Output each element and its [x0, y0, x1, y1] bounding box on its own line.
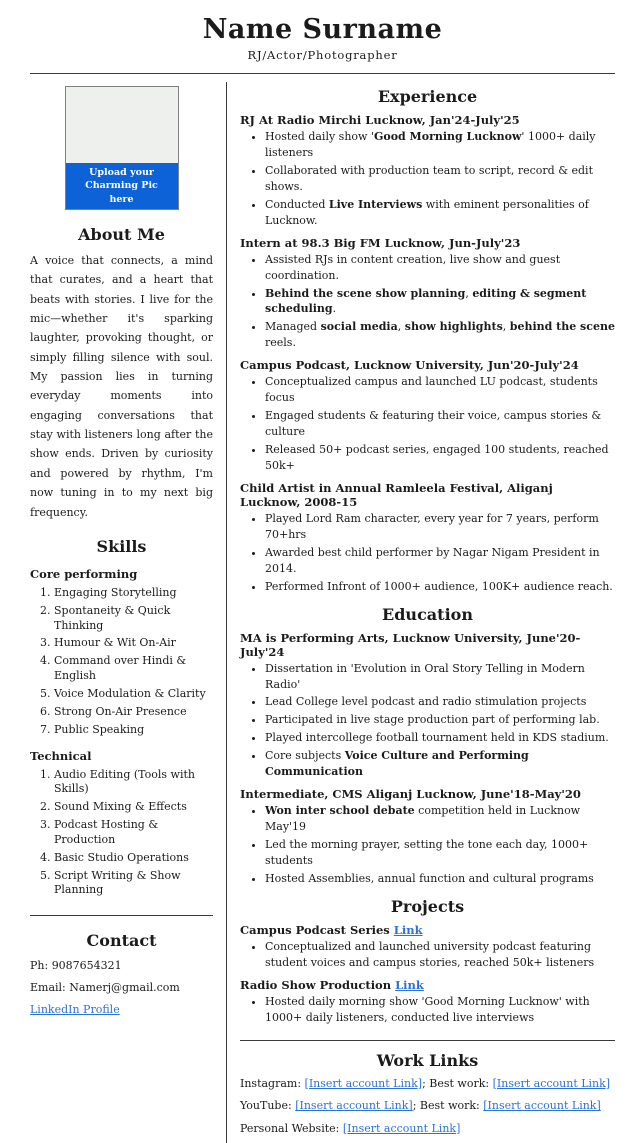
- entry-bullets: [240, 939, 615, 971]
- entry: [240, 978, 615, 1026]
- bullet-item: [265, 286, 615, 318]
- entry-heading: [240, 358, 615, 372]
- bullet-item: [265, 319, 615, 351]
- text: ; Best work:: [422, 1076, 493, 1090]
- inline-link[interactable]: [Insert account Link]: [304, 1076, 423, 1090]
- text: Core subjects: [265, 749, 345, 763]
- skills-heading: Skills: [96, 536, 147, 556]
- bullet-item: [265, 994, 615, 1026]
- text: Played Lord Ram character, every year for 7 years, perform 70+hrs: [265, 511, 599, 541]
- text: Dissertation in 'Evolution in Oral Story Telling in Modern Radio': [265, 661, 585, 691]
- text: Hosted daily morning show 'Good Morning Lucknow' with 1000+ daily listeners, conducted live interviews: [265, 994, 590, 1024]
- bullet-item: [265, 871, 615, 887]
- entry-bullets: [240, 374, 615, 474]
- text: Assisted RJs in content creation, live show and guest coordination.: [265, 252, 561, 282]
- text: Lead College level podcast and radio stimulation projects: [265, 695, 587, 709]
- skill-item: 4. Basic Studio Operations: [54, 851, 213, 866]
- bullet-item: [265, 374, 615, 406]
- bullet-item: [265, 129, 615, 161]
- text: ,: [502, 320, 510, 334]
- text: Personal Website:: [240, 1121, 343, 1135]
- bullet-item: [265, 163, 615, 195]
- skill-item: 3. Podcast Hosting & Production: [54, 818, 213, 848]
- role-subtitle: RJ/Actor/Photographer: [247, 48, 398, 62]
- bold-text: behind the scene: [509, 320, 615, 334]
- inline-link[interactable]: [Insert account Link]: [295, 1099, 413, 1113]
- skill-item: 5. Script Writing & Show Planning: [54, 869, 213, 899]
- bullet-item: [265, 197, 615, 229]
- content-columns: [30, 82, 615, 1143]
- bullet-item: [265, 545, 615, 577]
- work-link-line: [240, 1076, 615, 1093]
- entry-bullets: [240, 994, 615, 1026]
- skill-item: 5. Voice Modulation & Clarity: [54, 687, 213, 702]
- skill-item: 3. Humour & Wit On-Air: [54, 636, 213, 651]
- section-experience: [240, 87, 615, 595]
- entry-heading: [240, 481, 615, 509]
- entry-bullets: [240, 252, 615, 352]
- about-me-heading: About Me: [78, 224, 165, 244]
- inline-link[interactable]: Link: [395, 977, 424, 992]
- entry: [240, 631, 615, 781]
- text: ,: [397, 320, 405, 334]
- about-me-text: A voice that connects, a mind that curates, and a heart that beats with stories. I live for the mic—whether it's sparking laughter, provoking thought, or simply filling silence with soul. My passion lies in turning everyday moments into engaging conversations that stay with listeners long after the show ends. Driven by curiosity and powered by rhythm, I'm now tuning in to my next big frequency.: [30, 253, 213, 519]
- linkedin-profile-link[interactable]: LinkedIn Profile: [30, 1003, 120, 1017]
- contact-divider: [30, 915, 213, 916]
- entry-heading: [240, 978, 615, 992]
- skill-group-name: Core performing: [30, 566, 138, 581]
- bullet-item: [265, 939, 615, 971]
- section-title: Projects: [390, 896, 465, 916]
- skills-groups: [30, 567, 213, 898]
- main-content: [227, 82, 615, 1143]
- contact-email: Email: Namerj@gmail.com: [30, 981, 180, 995]
- text: Led the morning prayer, setting the tone each day, 1000+ students: [265, 838, 589, 867]
- text: ; Best work:: [412, 1099, 484, 1113]
- section-title: Education: [382, 604, 473, 624]
- text: Managed: [265, 320, 321, 334]
- bullet-item: [265, 661, 615, 693]
- entry-heading: [240, 236, 615, 250]
- bullet-item: [265, 837, 615, 869]
- entry: [240, 481, 615, 595]
- entry-bullets: [240, 803, 615, 887]
- entry-bullets: [240, 511, 615, 595]
- bold-text: Live Interviews: [328, 197, 423, 211]
- section-divider: [240, 1040, 615, 1041]
- skill-item: 7. Public Speaking: [54, 723, 213, 738]
- entry: [240, 236, 615, 352]
- inline-link[interactable]: [Insert account Link]: [342, 1121, 461, 1135]
- text: Hosted Assemblies, annual function and cultural programs: [265, 871, 594, 885]
- skill-group-name: Technical: [30, 748, 92, 763]
- entry: [240, 787, 615, 887]
- bullet-item: [265, 803, 615, 835]
- inline-link[interactable]: [Insert account Link]: [492, 1076, 611, 1090]
- text: Hosted daily show ': [265, 130, 374, 143]
- text: YouTube:: [240, 1099, 296, 1113]
- entry-heading: [240, 787, 615, 801]
- entry: [240, 923, 615, 971]
- bold-text: Voice Culture and Performing Communication: [265, 749, 529, 779]
- contact-phone: Ph: 9087654321: [30, 959, 122, 973]
- skill-item: 2. Sound Mixing & Effects: [54, 800, 213, 815]
- skill-item: 6. Strong On-Air Presence: [54, 705, 213, 720]
- text: .: [332, 302, 337, 316]
- text: MA is Performing Arts, Lucknow University, June'20-July'24: [240, 630, 581, 659]
- page-title: Name Surname: [202, 14, 443, 45]
- bullet-item: [265, 408, 615, 440]
- text: Campus Podcast Series: [240, 922, 394, 937]
- bullet-item: [265, 712, 615, 728]
- text: Conducted: [265, 197, 329, 211]
- header: [30, 14, 615, 62]
- section-title: Experience: [377, 87, 478, 106]
- section-work-links: [240, 1040, 615, 1138]
- text: Conceptualized campus and launched LU podcast, students focus: [265, 375, 598, 405]
- text: Intermediate, CMS Aliganj Lucknow, June'18-May'20: [240, 787, 581, 802]
- photo-upload-label[interactable]: Upload your Charming Pic here: [66, 163, 178, 209]
- skill-item: 4. Command over Hindi & English: [54, 654, 213, 684]
- resume-page: [0, 14, 641, 1135]
- bullet-item: [265, 442, 615, 474]
- skill-item: 1. Engaging Storytelling: [54, 586, 213, 601]
- contact-heading: Contact: [86, 931, 157, 951]
- photo-placeholder-area: [66, 87, 178, 163]
- work-link-line: [240, 1121, 615, 1138]
- entry-bullets: [240, 129, 615, 229]
- bold-text: Good Morning Lucknow: [373, 130, 522, 143]
- text: Awarded best child performer by Nagar Nigam President in 2014.: [265, 545, 600, 575]
- work-link-line: [240, 1098, 615, 1115]
- sidebar: [30, 82, 226, 1143]
- bullet-item: [265, 579, 615, 595]
- text: Collaborated with production team to script, record & edit shows.: [265, 163, 593, 193]
- entry-heading: [240, 923, 615, 937]
- skill-list: [30, 586, 213, 738]
- text: Intern at 98.3 Big FM Lucknow, Jun-July'23: [240, 235, 521, 250]
- text: Released 50+ podcast series, engaged 100 students, reached 50k+: [265, 443, 609, 472]
- text: Conceptualized and launched university podcast featuring student voices and campus stories, reached 50k+ listeners: [265, 939, 595, 969]
- entry: [240, 358, 615, 474]
- text: Campus Podcast, Lucknow University, Jun'20-July'24: [240, 358, 579, 373]
- bullet-item: [265, 511, 615, 543]
- text: competition held in Lucknow May'19: [265, 804, 581, 834]
- skill-item: 1. Audio Editing (Tools with Skills): [54, 768, 213, 798]
- inline-link[interactable]: Link: [393, 922, 423, 937]
- text: ,: [465, 286, 473, 300]
- bold-text: Won inter school debate: [265, 804, 415, 818]
- bold-text: social media: [320, 320, 398, 334]
- text: ' 1000+ daily listeners: [265, 130, 596, 159]
- text: Played intercollege football tournament held in KDS stadium.: [265, 731, 609, 745]
- skill-list: [30, 768, 213, 899]
- text: reels.: [265, 336, 296, 350]
- bold-text: Behind the scene show planning: [265, 286, 466, 300]
- text: Radio Show Production: [240, 977, 396, 992]
- entry-heading: [240, 113, 615, 127]
- bold-text: editing & segment scheduling: [265, 286, 587, 316]
- section-title: Work Links: [376, 1050, 479, 1070]
- bullet-item: [265, 252, 615, 284]
- bold-text: show highlights: [404, 320, 503, 334]
- bullet-item: [265, 730, 615, 746]
- section-education: [240, 605, 615, 887]
- bullet-item: [265, 694, 615, 710]
- entry-bullets: [240, 661, 615, 781]
- text: Instagram:: [240, 1076, 305, 1090]
- photo-upload-box[interactable]: [65, 86, 179, 210]
- section-projects: [240, 897, 615, 1026]
- text: Engaged students & featuring their voice, campus stories & culture: [265, 409, 602, 439]
- skill-item: 2. Spontaneity & Quick Thinking: [54, 604, 213, 634]
- text: Child Artist in Annual Ramleela Festival, Aliganj Lucknow, 2008-15: [240, 480, 553, 509]
- inline-link[interactable]: [Insert account Link]: [483, 1099, 601, 1113]
- bullet-item: [265, 748, 615, 780]
- entry-heading: [240, 631, 615, 659]
- text: RJ At Radio Mirchi Lucknow, Jan'24-July'25: [240, 113, 520, 127]
- text: with eminent personalities of Lucknow.: [265, 197, 589, 227]
- entry: [240, 113, 615, 229]
- header-divider: [30, 73, 615, 74]
- text: Participated in live stage production part of performing lab.: [265, 713, 600, 727]
- text: Performed Infront of 1000+ audience, 100K+ audience reach.: [265, 579, 613, 593]
